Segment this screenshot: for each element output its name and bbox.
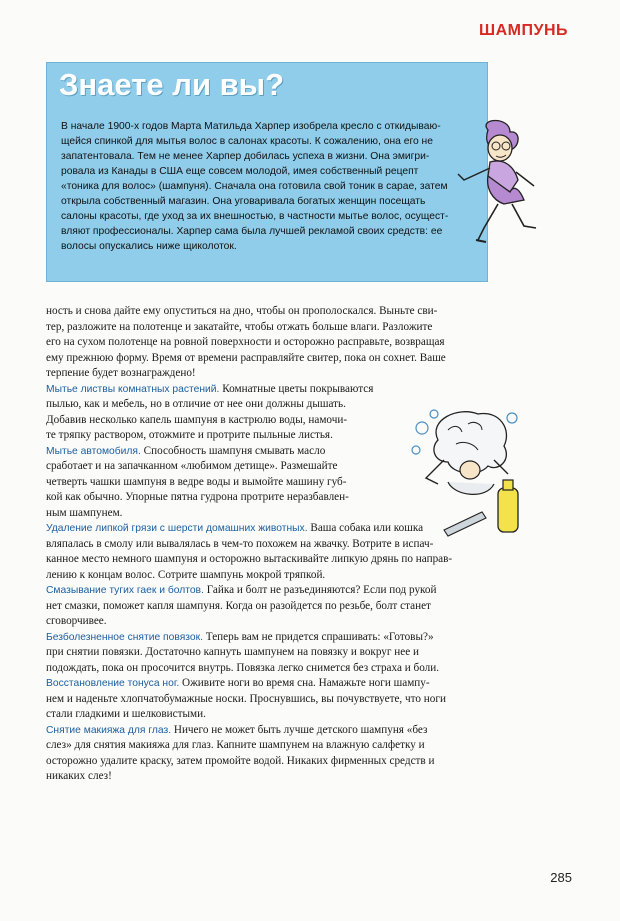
body-line: подождать, пока он просочится внутрь. Повязка легко снимется без страха и боли. — [46, 661, 440, 674]
body-line: ему прежнюю форму. Время от времени расправляйте свитер, пока он сохнет. Ваше — [46, 351, 446, 364]
body-line: его на сухом полотенце на ровной поверхности и осторожно расправьте, возвращая — [46, 336, 445, 348]
body-line: никаких слез! — [46, 770, 112, 782]
sidebox-line: В начале 1900-х годов Марта Матильда Харпер изобрела кресло с откидываю- — [61, 121, 441, 132]
body-line: четверть чашки шампуня в ведре воды и вымойте машину губ- — [46, 475, 347, 488]
sidebox-line: ровала из Канады в США еще совсем молодой, имея собственный рецепт — [61, 166, 419, 177]
woman-cartoon-icon — [448, 116, 540, 246]
tip-legs — [46, 676, 506, 692]
tip-text: Способность шампуня смывать масло — [140, 444, 326, 457]
tip-heading: Снятие макияжа для глаз. — [46, 724, 172, 736]
body-line: сговорчивее. — [46, 615, 107, 627]
tip-text: Ничего не может быть лучше детского шампуня «без — [171, 723, 428, 736]
sidebox-line: открыла собственный магазин. Она уговаривала богатых женщин посещать — [61, 196, 426, 207]
body-line: терпение будет вознаграждено! — [46, 367, 196, 379]
tip-heading: Восстановление тонуса ног. — [46, 678, 180, 689]
tip-text: Теперь вам не придется спрашивать: «Готовы?» — [203, 630, 434, 643]
tip-bolts — [46, 583, 506, 599]
tip-text: Комнатные цветы покрываются — [219, 382, 374, 395]
shampoo-washing-illustration-icon — [408, 400, 530, 550]
body-line: те тряпку раствором, отожмите и протрите пыльные листья. — [46, 429, 333, 441]
body-line: пылью, как и мебель, но в отличие от нее они должны дышать. — [46, 398, 346, 410]
body-line: Добавив несколько капель шампуня в кастрюлю воды, намочи- — [46, 413, 348, 426]
body-line: вляпалась в смолу или вывалялась в чем-то похожем на жвачку. Вотрите в испач- — [46, 537, 434, 550]
tip-bandages — [46, 630, 506, 646]
tip-makeup — [46, 723, 506, 739]
body-line: сработает и на запачканном «любимом детище». Размешайте — [46, 460, 338, 472]
tip-text: Оживите ноги во время сна. Намажьте ноги шампу- — [179, 677, 430, 689]
body-line: канное место немного шампуня и осторожно вытаскивайте липкую дрянь по направ- — [46, 553, 453, 565]
tip-heading: Мытье листвы комнатных растений. — [46, 383, 220, 395]
body-line: ным шампунем. — [46, 506, 123, 519]
sidebox-line: вляют профессионалы. Харпер сама была лучшей рекламой своих средств: ее — [61, 226, 443, 237]
body-line: ность и снова дайте ему опуститься на дно, чтобы он прополоскался. Выньте сви- — [46, 305, 438, 317]
body-line: стали гладкими и шелковистыми. — [46, 708, 206, 720]
body-line: лению к концам волос. Сотрите шампунь мокрой тряпкой. — [46, 568, 326, 581]
sidebox-line: «тоника для волос» (шампуня). Сначала она готовила свой тоник в сарае, затем — [61, 181, 448, 192]
tip-text: Гайка и болт не разъединяются? Если под рукой — [203, 584, 437, 596]
sidebox-line: волосы опускались ниже щиколоток. — [61, 241, 237, 252]
body-line: тер, разложите на полотенце и закатайте, чтобы отжать больше влаги. Разложите — [46, 320, 433, 333]
body-line: кой как обычно. Упорные пятна гудрона протрите неразбавлен- — [46, 491, 349, 503]
body-line: слез» для снятия макияжа для глаз. Капните шампунем на влажную салфетку и — [46, 739, 425, 751]
tip-houseplants — [46, 382, 506, 398]
body-line: осторожно удалите краску, затем промойте водой. Никаких фирменных средств и — [46, 754, 435, 767]
did-you-know-box — [46, 62, 488, 282]
tip-heading: Мытье автомобиля. — [46, 445, 141, 457]
body-line: нем и наденьте хлопчатобумажные носки. Проснувшись, вы почувствуете, что ноги — [46, 692, 446, 705]
sidebox-line: щейся спинкой для мытья волос в салонах красоты. К сожалению, она его не — [61, 136, 433, 147]
tip-text: Ваша собака или кошка — [307, 522, 424, 534]
sidebox-title: Знаете ли вы? — [59, 67, 285, 102]
section-header: ШАМПУНЬ — [479, 22, 568, 39]
body-line: нет смазки, поможет капля шампуня. Когда он разойдется по резьбе, болт станет — [46, 599, 431, 612]
tip-heading: Смазывание тугих гаек и болтов. — [46, 585, 204, 596]
tip-heading: Удаление липкой грязи с шерсти домашних животных. — [46, 523, 308, 534]
body-line: при снятии повязки. Достаточно капнуть шампунем на повязку и вокруг нее и — [46, 646, 419, 658]
sidebox-text — [61, 119, 481, 254]
tip-heading: Безболезненное снятие повязок. — [46, 631, 203, 643]
page-number: 285 — [550, 870, 572, 885]
sidebox-line: запатентовала. Тем не менее Харпер добилась успеха в жизни. Она эмигри- — [61, 151, 430, 162]
sidebox-line: салоны красоты, где уход за их внешностью, в частности мытье волос, осущест- — [61, 211, 449, 222]
